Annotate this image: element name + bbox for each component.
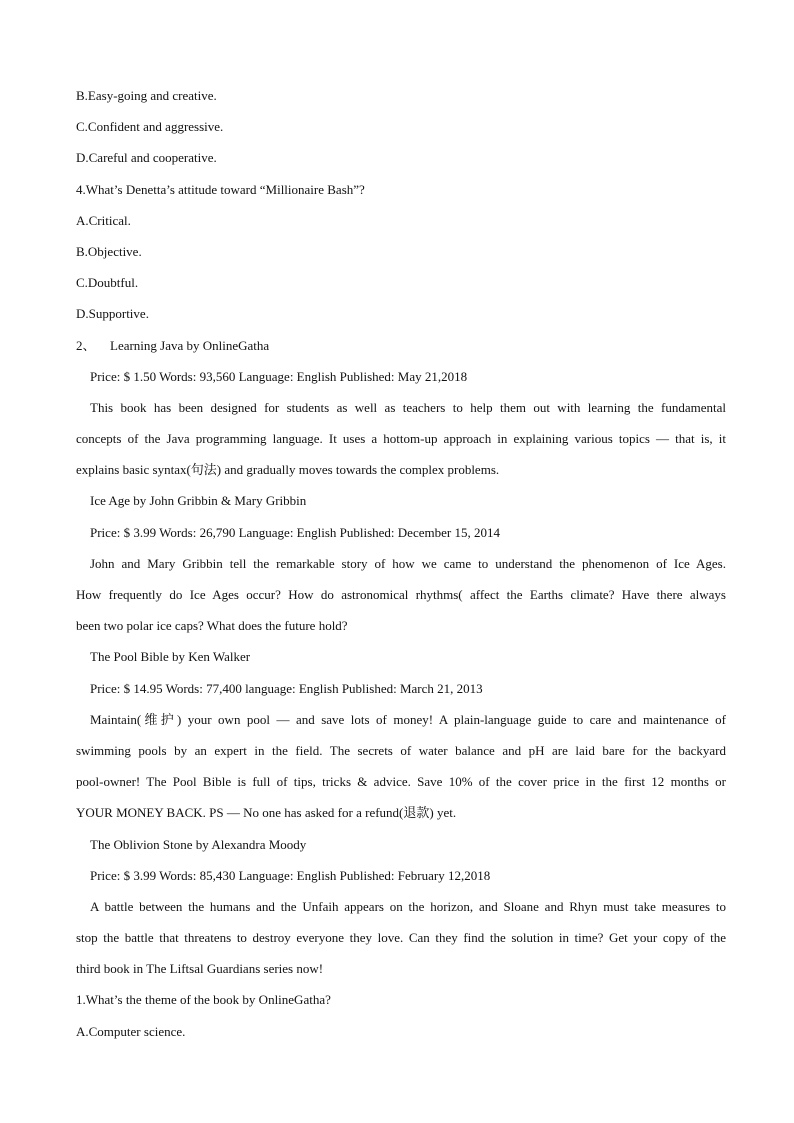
document-page [76, 80, 726, 1047]
text-line: This book has been designed for students as well as teachers to help them out with learning the fundamental [90, 399, 726, 415]
text-line: How frequently do Ice Ages occur? How do astronomical rhythms( affect the Earths climate? Have there always [76, 587, 726, 602]
section-number: 2、 [76, 337, 96, 353]
text-line: third book in The Liftsal Guardians series now! [76, 961, 324, 977]
text-line: B.Easy-going and creative. [76, 88, 217, 103]
text-line: YOUR MONEY BACK. PS — No one has asked for a refund(退款) yet. [76, 805, 457, 821]
text-line: A battle between the humans and the Unfaih appears on the horizon, and Sloane and Rhyn must take measures to [90, 898, 726, 914]
section-heading [76, 330, 726, 361]
text-line: A.Computer science. [76, 1023, 186, 1039]
text-line: Ice Age by John Gribbin & Mary Gribbin [90, 493, 307, 509]
text-line: Price: $ 1.50 Words: 93,560 Language: English Published: May 21,2018 [90, 368, 468, 384]
text-line: C.Doubtful. [76, 275, 139, 291]
text-line: C.Confident and aggressive. [76, 119, 224, 135]
text-line: The Pool Bible by Ken Walker [90, 649, 251, 665]
text-line: D.Careful and cooperative. [76, 150, 217, 166]
text-line: B.Objective. [76, 243, 142, 259]
section-title: Learning Java by OnlineGatha [110, 337, 270, 353]
text-line: Price: $ 3.99 Words: 26,790 Language: English Published: December 15, 2014 [90, 524, 500, 540]
text-line: stop the battle that threatens to destroy everyone they love. Can they find the solution in time? Get your copy of the [76, 930, 726, 946]
text-line: concepts of the Java programming language. It uses a hottom-up approach in explaining various topics — that is, it [76, 431, 726, 447]
text-line: 4.What’s Denetta’s attitude toward “Millionaire Bash”? [76, 181, 365, 197]
text-line: been two polar ice caps? What does the future hold? [76, 618, 348, 634]
text-line: explains basic syntax(句法) and gradually moves towards the complex problems. [76, 462, 500, 478]
text-line: pool-owner! The Pool Bible is full of tips, tricks & advice. Save 10% of the cover price in the first 12 months or [76, 774, 726, 790]
text-line: D.Supportive. [76, 306, 149, 322]
text-line: A.Critical. [76, 212, 131, 228]
text-line: The Oblivion Stone by Alexandra Moody [90, 836, 307, 852]
text-line: John and Mary Gribbin tell the remarkable story of how we came to understand the phenomenon of Ice Ages. [90, 555, 726, 571]
text-line: Maintain(维护) your own pool — and save lots of money! A plain-language guide to care and maintenance of [90, 711, 726, 727]
text-line: 1.What’s the theme of the book by OnlineGatha? [76, 992, 331, 1008]
text-line: Price: $ 3.99 Words: 85,430 Language: English Published: February 12,2018 [90, 867, 491, 883]
text-line: swimming pools by an expert in the field. The secrets of water balance and pH are laid bare for the backyard [76, 742, 726, 758]
text-line: Price: $ 14.95 Words: 77,400 language: English Published: March 21, 2013 [90, 680, 483, 696]
